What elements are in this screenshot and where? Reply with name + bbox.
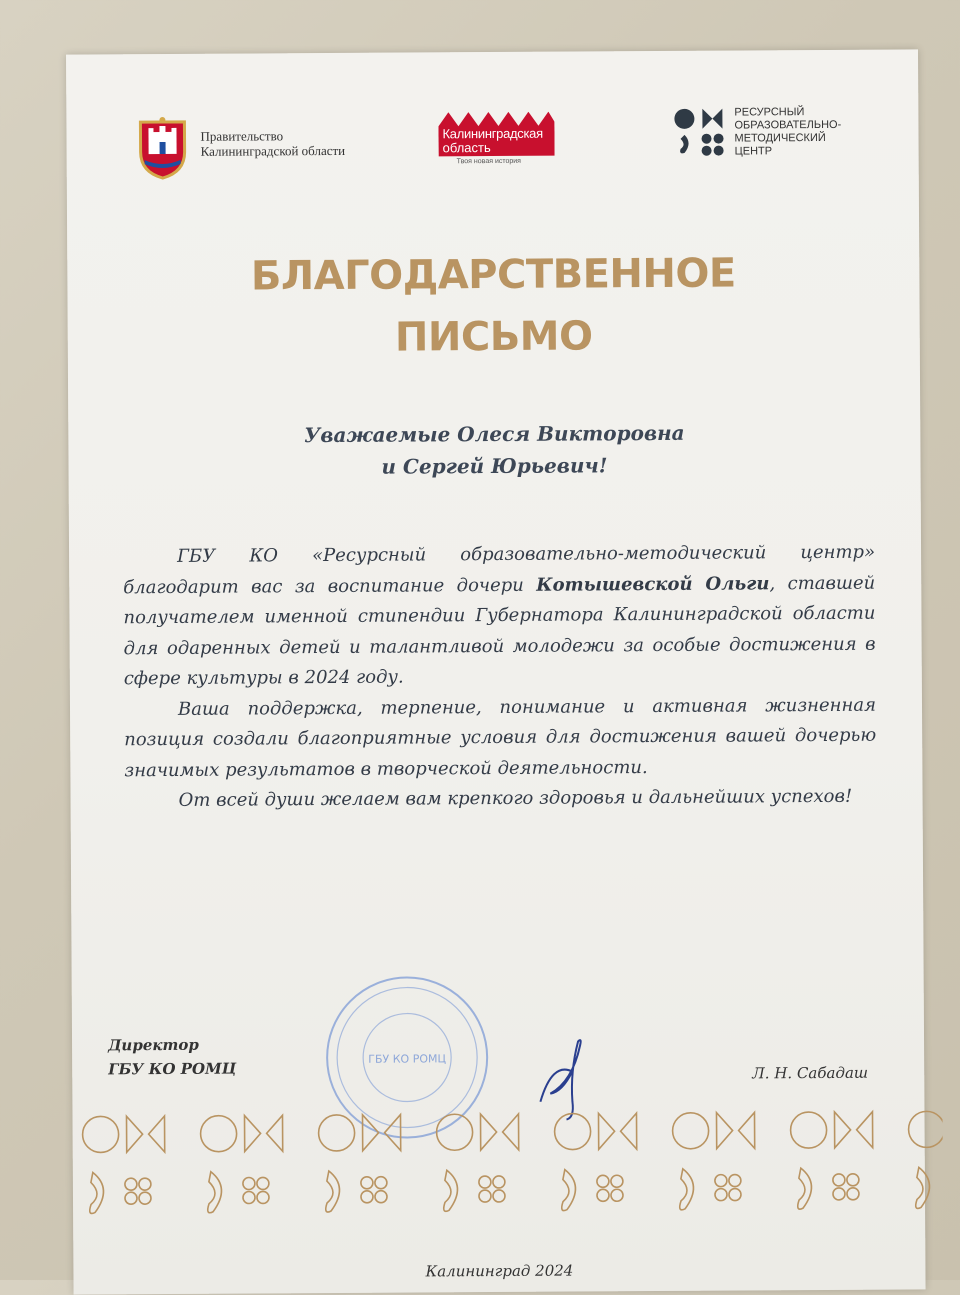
pattern-dot: [847, 1174, 859, 1186]
pattern-dot: [375, 1177, 387, 1189]
greeting-line2: и Сергей Юрьевич!: [381, 453, 608, 479]
pattern-comma: [325, 1171, 339, 1212]
pattern-dot: [243, 1191, 255, 1203]
pattern-dot: [493, 1176, 505, 1188]
pattern-bowtie: [480, 1114, 518, 1150]
pattern-circle: [318, 1115, 354, 1151]
pattern-dot: [361, 1177, 373, 1189]
letter-body: [123, 538, 877, 817]
certificate-sheet: [66, 49, 926, 1294]
region-logo-line2: область: [442, 140, 491, 156]
pattern-dot: [729, 1189, 741, 1201]
pattern-comma: [561, 1170, 575, 1211]
government-label: [200, 128, 345, 159]
pattern-dot: [139, 1178, 151, 1190]
pattern-dot: [847, 1188, 859, 1200]
pattern-dot: [243, 1177, 255, 1189]
pattern-circle: [790, 1112, 826, 1148]
body-paragraph-1: [123, 538, 876, 695]
coat-of-arms-icon: [136, 116, 188, 180]
pattern-circle: [908, 1111, 943, 1147]
pattern-dot: [611, 1175, 623, 1187]
region-logo-line1: Калининградская: [442, 125, 543, 142]
pattern-dot: [611, 1189, 623, 1201]
pattern-circle: [436, 1114, 472, 1150]
government-label-line2: Калининградской области: [200, 142, 346, 159]
pattern-dot: [833, 1174, 845, 1186]
pattern-dot: [715, 1189, 727, 1201]
city-year: Калининград 2024: [425, 1261, 574, 1281]
pattern-dot: [597, 1175, 609, 1187]
pattern-comma: [208, 1172, 222, 1213]
pattern-bowtie: [716, 1112, 754, 1148]
pattern-dot: [125, 1192, 137, 1204]
body-paragraph-3: От всей души желаем вам крепкого здоровья и дальнейших успехов!: [178, 785, 853, 811]
romc-logo-icon: [672, 107, 726, 161]
pattern-bowtie: [244, 1115, 282, 1151]
romc-label-line2: ОБРАЗОВАТЕЛЬНО-: [734, 118, 842, 132]
pattern-dot: [833, 1188, 845, 1200]
stamp-center-text: ГБУ КО РОМЦ: [368, 1052, 447, 1066]
romc-label-line3: МЕТОДИЧЕСКИЙ: [734, 131, 826, 145]
pattern-dot: [597, 1189, 609, 1201]
pattern-comma: [443, 1170, 457, 1211]
pattern-bowtie: [834, 1112, 872, 1148]
pattern-dot: [125, 1178, 137, 1190]
body-paragraph-2: Ваша поддержка, терпение, понимание и активная жизненная позиция создали благоприятные условия для достижения вашей дочерью значимых результатов в творческой деятельности.: [124, 694, 877, 781]
director-title: Директор: [108, 1035, 199, 1055]
pattern-dot: [139, 1192, 151, 1204]
greeting-line1: Уважаемые Олеся Викторовна: [304, 420, 685, 448]
government-label-line1: Правительство: [200, 128, 284, 144]
pattern-comma: [915, 1167, 929, 1208]
pattern-comma: [797, 1168, 811, 1209]
organization-short-name: ГБУ КО РОМЦ: [108, 1059, 237, 1079]
pattern-dot: [479, 1176, 491, 1188]
pattern-dot: [375, 1191, 387, 1203]
pattern-dot: [361, 1191, 373, 1203]
pattern-circle: [554, 1113, 590, 1149]
pattern-circle: [672, 1113, 708, 1149]
pattern-comma: [679, 1169, 693, 1210]
pattern-circle: [82, 1116, 118, 1152]
document-title-line2: ПИСЬМО: [394, 313, 593, 361]
pattern-dot: [715, 1175, 727, 1187]
pattern-dot: [493, 1190, 505, 1202]
signer-name: Л. Н. Сабадаш: [752, 1063, 869, 1083]
pattern-dot: [257, 1177, 269, 1189]
body-paragraph-1-start: ГБУ КО «Ресурсный образовательно-методический центр» благодарит вас за воспитание дочери: [123, 541, 876, 598]
body-paragraph-1-end: , ставшей получателем именной стипендии Губернатора Калининградской области для одаренных детей и талантливой молодежи за особые достижения в сфере культуры в 2024 году.: [123, 572, 876, 690]
student-name: Котышевской Ольги: [536, 572, 770, 596]
pattern-circle: [200, 1116, 236, 1152]
romc-label-line4: ЦЕНТР: [734, 145, 773, 158]
romc-label-line1: РЕСУРСНЫЙ: [734, 106, 805, 119]
pattern-dot: [729, 1175, 741, 1187]
pattern-bowtie: [362, 1115, 400, 1151]
pattern-bowtie: [598, 1113, 636, 1149]
pattern-dot: [479, 1190, 491, 1202]
pattern-comma: [90, 1172, 104, 1213]
romc-label: [734, 106, 841, 159]
decorative-pattern: [42, 1103, 943, 1238]
region-slogan: Твоя новая история: [456, 157, 521, 166]
document-title-line1: БЛАГОДАРСТВЕННОЕ: [250, 250, 736, 300]
pattern-dot: [257, 1191, 269, 1203]
pattern-bowtie: [126, 1116, 164, 1152]
